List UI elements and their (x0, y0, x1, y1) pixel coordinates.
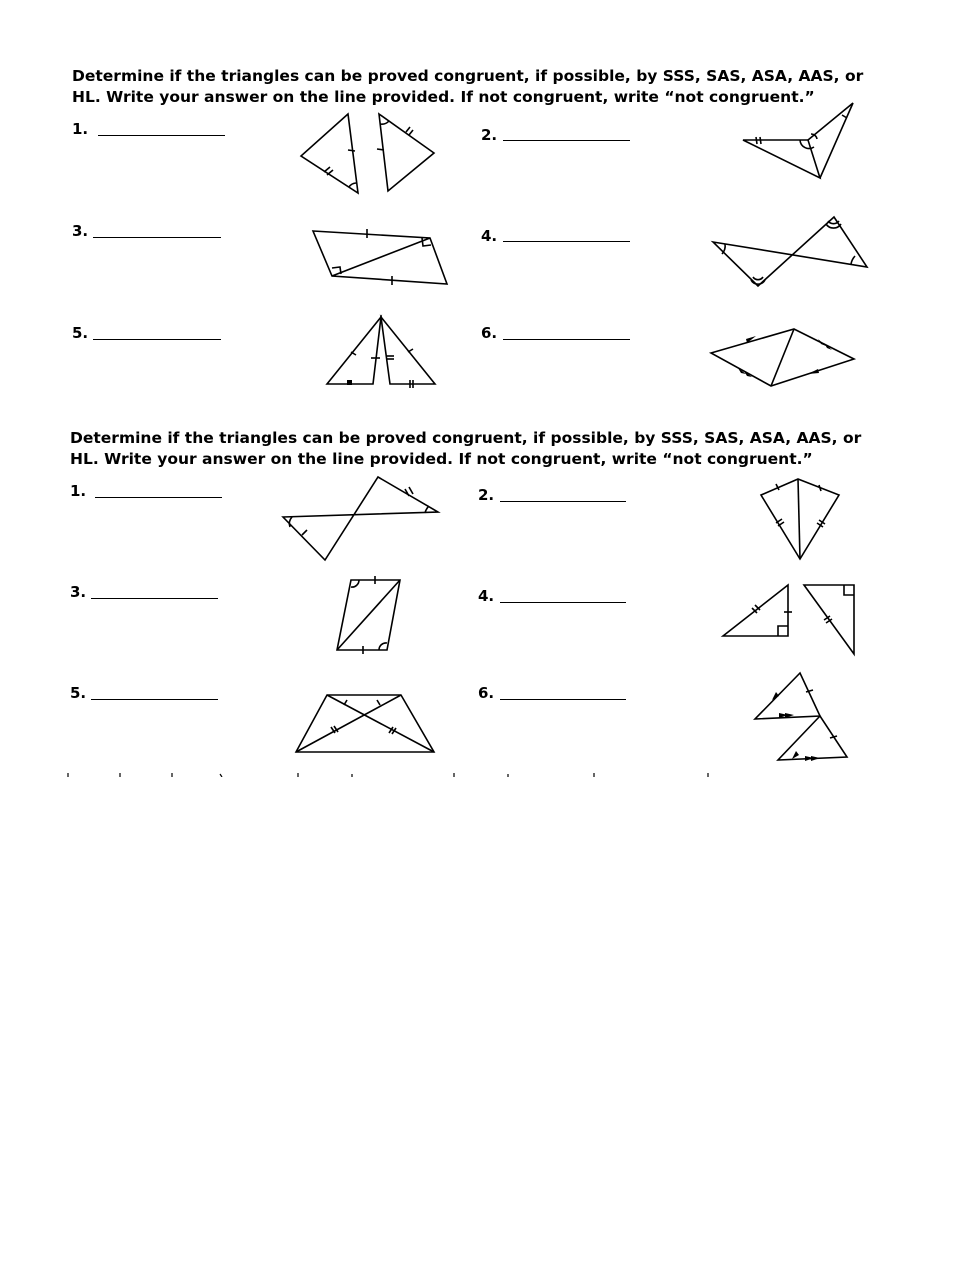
triangle-figure-s2-5 (293, 690, 439, 756)
answer-line-s1-p2[interactable] (503, 140, 630, 141)
triangle-figure-s2-1 (280, 474, 444, 564)
answer-line-s2-p5[interactable] (91, 699, 218, 700)
answer-line-s1-p3[interactable] (93, 237, 221, 238)
problem-label: 1. (72, 120, 89, 138)
answer-line-s2-p6[interactable] (500, 699, 626, 700)
problem-label: 4. (478, 587, 495, 605)
answer-line-s2-p3[interactable] (91, 598, 218, 599)
triangle-figure-s2-4 (720, 582, 860, 658)
triangle-figure-s1-5 (324, 314, 440, 388)
answer-line-s2-p1[interactable] (95, 497, 222, 498)
instructions-section-2: Determine if the triangles can be proved congruent, if possible, by SSS, SAS, ASA, AAS, or HL. Write your answer on the line provided. If not congruent, write “not congruent.” (70, 429, 862, 468)
problem-label: 3. (72, 222, 89, 240)
problem-label: 6. (481, 324, 498, 342)
triangle-figure-s1-1 (298, 108, 438, 198)
answer-line-s2-p2[interactable] (500, 501, 626, 502)
instructions-section-1: Determine if the triangles can be proved congruent, if possible, by SSS, SAS, ASA, AAS, or HL. Write your answer on the line provided. If not congruent, write “not congruent.” (72, 67, 864, 106)
triangle-figure-s1-6 (708, 326, 858, 390)
answer-line-s1-p5[interactable] (93, 339, 221, 340)
answer-line-s2-p4[interactable] (500, 602, 626, 603)
problem-label: 2. (481, 126, 498, 144)
triangle-figure-s1-4 (710, 214, 870, 290)
triangle-figure-s2-6 (750, 670, 852, 764)
problem-label: 1. (70, 482, 87, 500)
problem-label: 4. (481, 227, 498, 245)
answer-line-s1-p6[interactable] (503, 339, 630, 340)
triangle-figure-s2-3 (333, 576, 405, 654)
problem-label: 5. (72, 324, 89, 342)
problem-label: 6. (478, 684, 495, 702)
triangle-figure-s1-2 (740, 100, 856, 182)
cut-off-text-remnant (60, 771, 760, 777)
problem-label: 3. (70, 583, 87, 601)
problem-label: 2. (478, 486, 495, 504)
triangle-figure-s2-2 (758, 476, 842, 562)
answer-line-s1-p4[interactable] (503, 241, 630, 242)
answer-line-s1-p1[interactable] (98, 135, 225, 136)
triangle-figure-s1-3 (310, 228, 450, 286)
problem-label: 5. (70, 684, 87, 702)
